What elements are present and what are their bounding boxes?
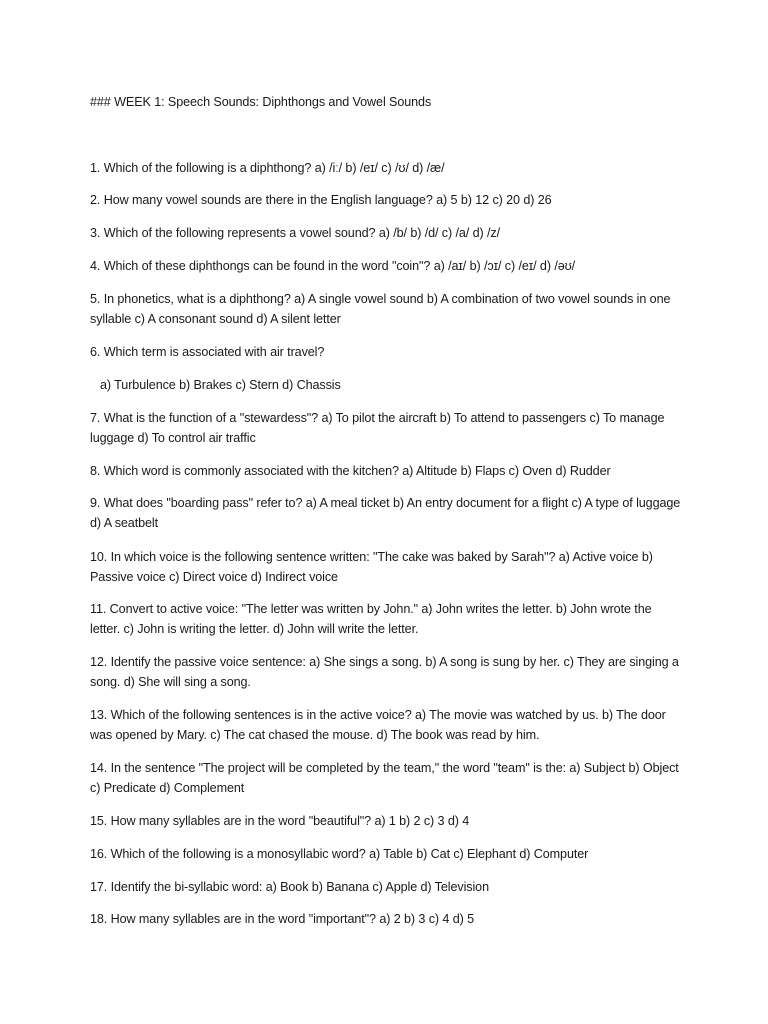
question-2: 2. How many vowel sounds are there in the English language? a) 5 b) 12 c) 20 d) 26 [90, 193, 552, 207]
question-7: 7. What is the function of a "stewardess"? a) To pilot the aircraft b) To attend to passengers c) To manage luggage d) To control air traffic [90, 411, 665, 445]
question-14: 14. In the sentence "The project will be completed by the team," the word "team" is the: a) Subject b) Object c) Predicate d) Complement [90, 761, 679, 795]
question-8: 8. Which word is commonly associated with the kitchen? a) Altitude b) Flaps c) Oven d) Rudder [90, 464, 611, 478]
question-13: 13. Which of the following sentences is in the active voice? a) The movie was watched by us. b) The door was opened by Mary. c) The cat chased the mouse. d) The book was read by him. [90, 708, 666, 742]
question-18: 18. How many syllables are in the word "important"? a) 2 b) 3 c) 4 d) 5 [90, 912, 475, 926]
question-4: 4. Which of these diphthongs can be found in the word "coin"? a) /aɪ/ b) /ɔɪ/ c) /eɪ/ d) /əʊ/ [90, 259, 576, 273]
question-12: 12. Identify the passive voice sentence: a) She sings a song. b) A song is sung by her. c) They are singing a song. d) She will sing a song. [90, 655, 679, 689]
question-6: 6. Which term is associated with air travel? [90, 345, 325, 359]
question-1: 1. Which of the following is a diphthong? a) /iː/ b) /eɪ/ c) /ʊ/ d) /æ/ [90, 161, 445, 175]
question-15: 15. How many syllables are in the word "beautiful"? a) 1 b) 2 c) 3 d) 4 [90, 814, 470, 828]
question-6-options: a) Turbulence b) Brakes c) Stern d) Chassis [100, 378, 341, 392]
question-5: 5. In phonetics, what is a diphthong? a) A single vowel sound b) A combination of two vowel sounds in one syllable c) A consonant sound d) A silent letter [90, 292, 671, 326]
question-10: 10. In which voice is the following sentence written: "The cake was baked by Sarah"? a) Active voice b) Passive voice c) Direct voice d) Indirect voice [90, 550, 653, 584]
page-heading: ### WEEK 1: Speech Sounds: Diphthongs and Vowel Sounds [90, 95, 432, 109]
question-11: 11. Convert to active voice: "The letter was written by John." a) John writes the letter. b) John wrote the letter. c) John is writing the letter. d) John will write the letter. [90, 602, 652, 636]
question-3: 3. Which of the following represents a vowel sound? a) /b/ b) /d/ c) /a/ d) /z/ [90, 226, 500, 240]
question-16: 16. Which of the following is a monosyllabic word? a) Table b) Cat c) Elephant d) Computer [90, 847, 589, 861]
question-17: 17. Identify the bi-syllabic word: a) Book b) Banana c) Apple d) Television [90, 880, 489, 894]
question-9: 9. What does "boarding pass" refer to? a) A meal ticket b) An entry document for a flight c) A type of luggage d) A seatbelt [90, 496, 681, 530]
